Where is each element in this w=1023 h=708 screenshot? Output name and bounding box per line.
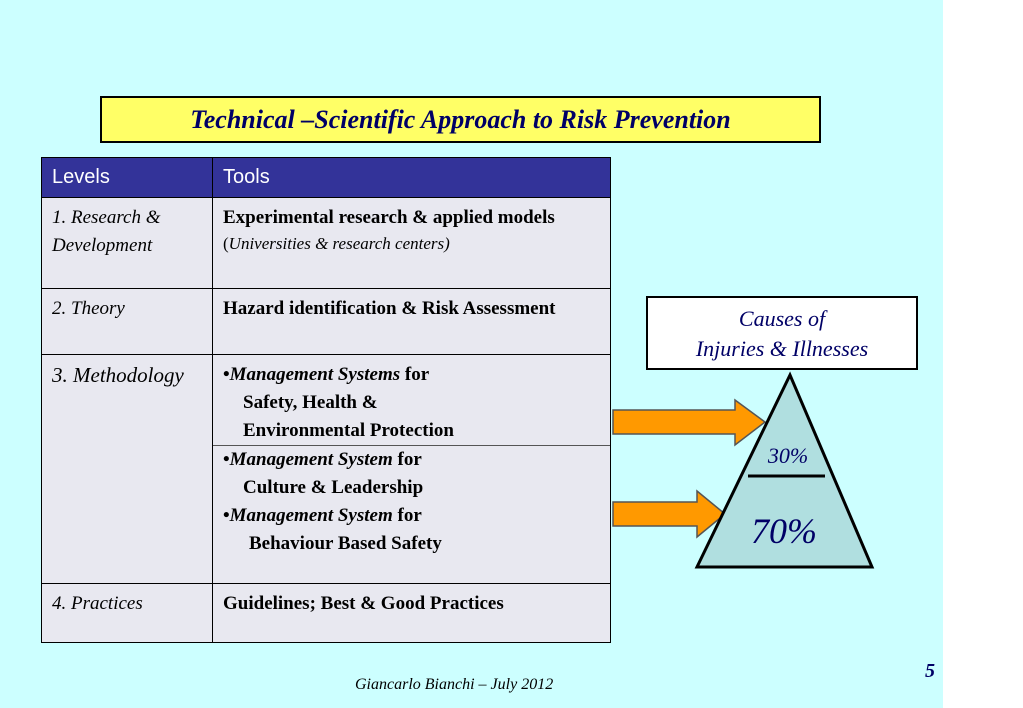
level-cell: 1. Research & Development xyxy=(42,198,213,289)
table-row xyxy=(42,584,611,643)
method-item xyxy=(223,361,600,445)
tool-text: Experimental research & applied models xyxy=(223,207,555,228)
method-cont: Environmental Protection xyxy=(243,420,454,441)
tool-note xyxy=(223,232,600,256)
level-cell: 4. Practices xyxy=(42,584,213,643)
method-rest: for xyxy=(400,364,430,385)
header-levels: Levels xyxy=(42,158,213,198)
footer: Giancarlo Bianchi – July 2012 xyxy=(355,676,554,693)
method-name: Management Systems xyxy=(229,364,401,385)
level-cell: 2. Theory xyxy=(42,289,213,355)
page-number: 5 xyxy=(925,660,935,682)
pyramid-bottom-label: 70% xyxy=(751,511,817,551)
arrow-icon xyxy=(613,400,765,445)
causes-box xyxy=(646,296,918,370)
method-item xyxy=(223,502,600,558)
method-cont: Behaviour Based Safety xyxy=(249,533,442,554)
method-name: Management System xyxy=(229,449,393,470)
method-name: Management System xyxy=(229,505,393,526)
method-rest: for xyxy=(392,449,422,470)
table-header-row xyxy=(42,158,611,198)
levels-tools-table xyxy=(41,157,611,643)
bullet: • xyxy=(223,449,230,470)
tool-cell: Guidelines; Best & Good Practices xyxy=(213,584,611,643)
arrow-icon xyxy=(613,491,725,537)
level-cell: 3. Methodology xyxy=(42,355,213,584)
table-row xyxy=(42,355,611,584)
table-row xyxy=(42,198,611,289)
bullet: • xyxy=(223,364,230,385)
table-row xyxy=(42,289,611,355)
causes-line-1: Causes of xyxy=(738,306,826,331)
method-item xyxy=(223,446,600,502)
method-rest: for xyxy=(392,505,422,526)
method-cont: Culture & Leadership xyxy=(243,477,424,498)
causes-pyramid xyxy=(600,370,890,575)
note-text: Universities & research centers) xyxy=(228,234,450,253)
tool-cell xyxy=(213,198,611,289)
method-cont: Safety, Health & xyxy=(243,392,378,413)
causes-line-2: Injuries & Illnesses xyxy=(695,336,869,361)
header-tools: Tools xyxy=(213,158,611,198)
note-open-paren: ( xyxy=(223,234,229,253)
tool-cell: Hazard identification & Risk Assessment xyxy=(213,289,611,355)
slide-title: Technical –Scientific Approach to Risk Prevention xyxy=(100,96,821,143)
tool-cell xyxy=(213,355,611,584)
bullet: • xyxy=(223,505,230,526)
pyramid-top-label: 30% xyxy=(767,443,809,468)
